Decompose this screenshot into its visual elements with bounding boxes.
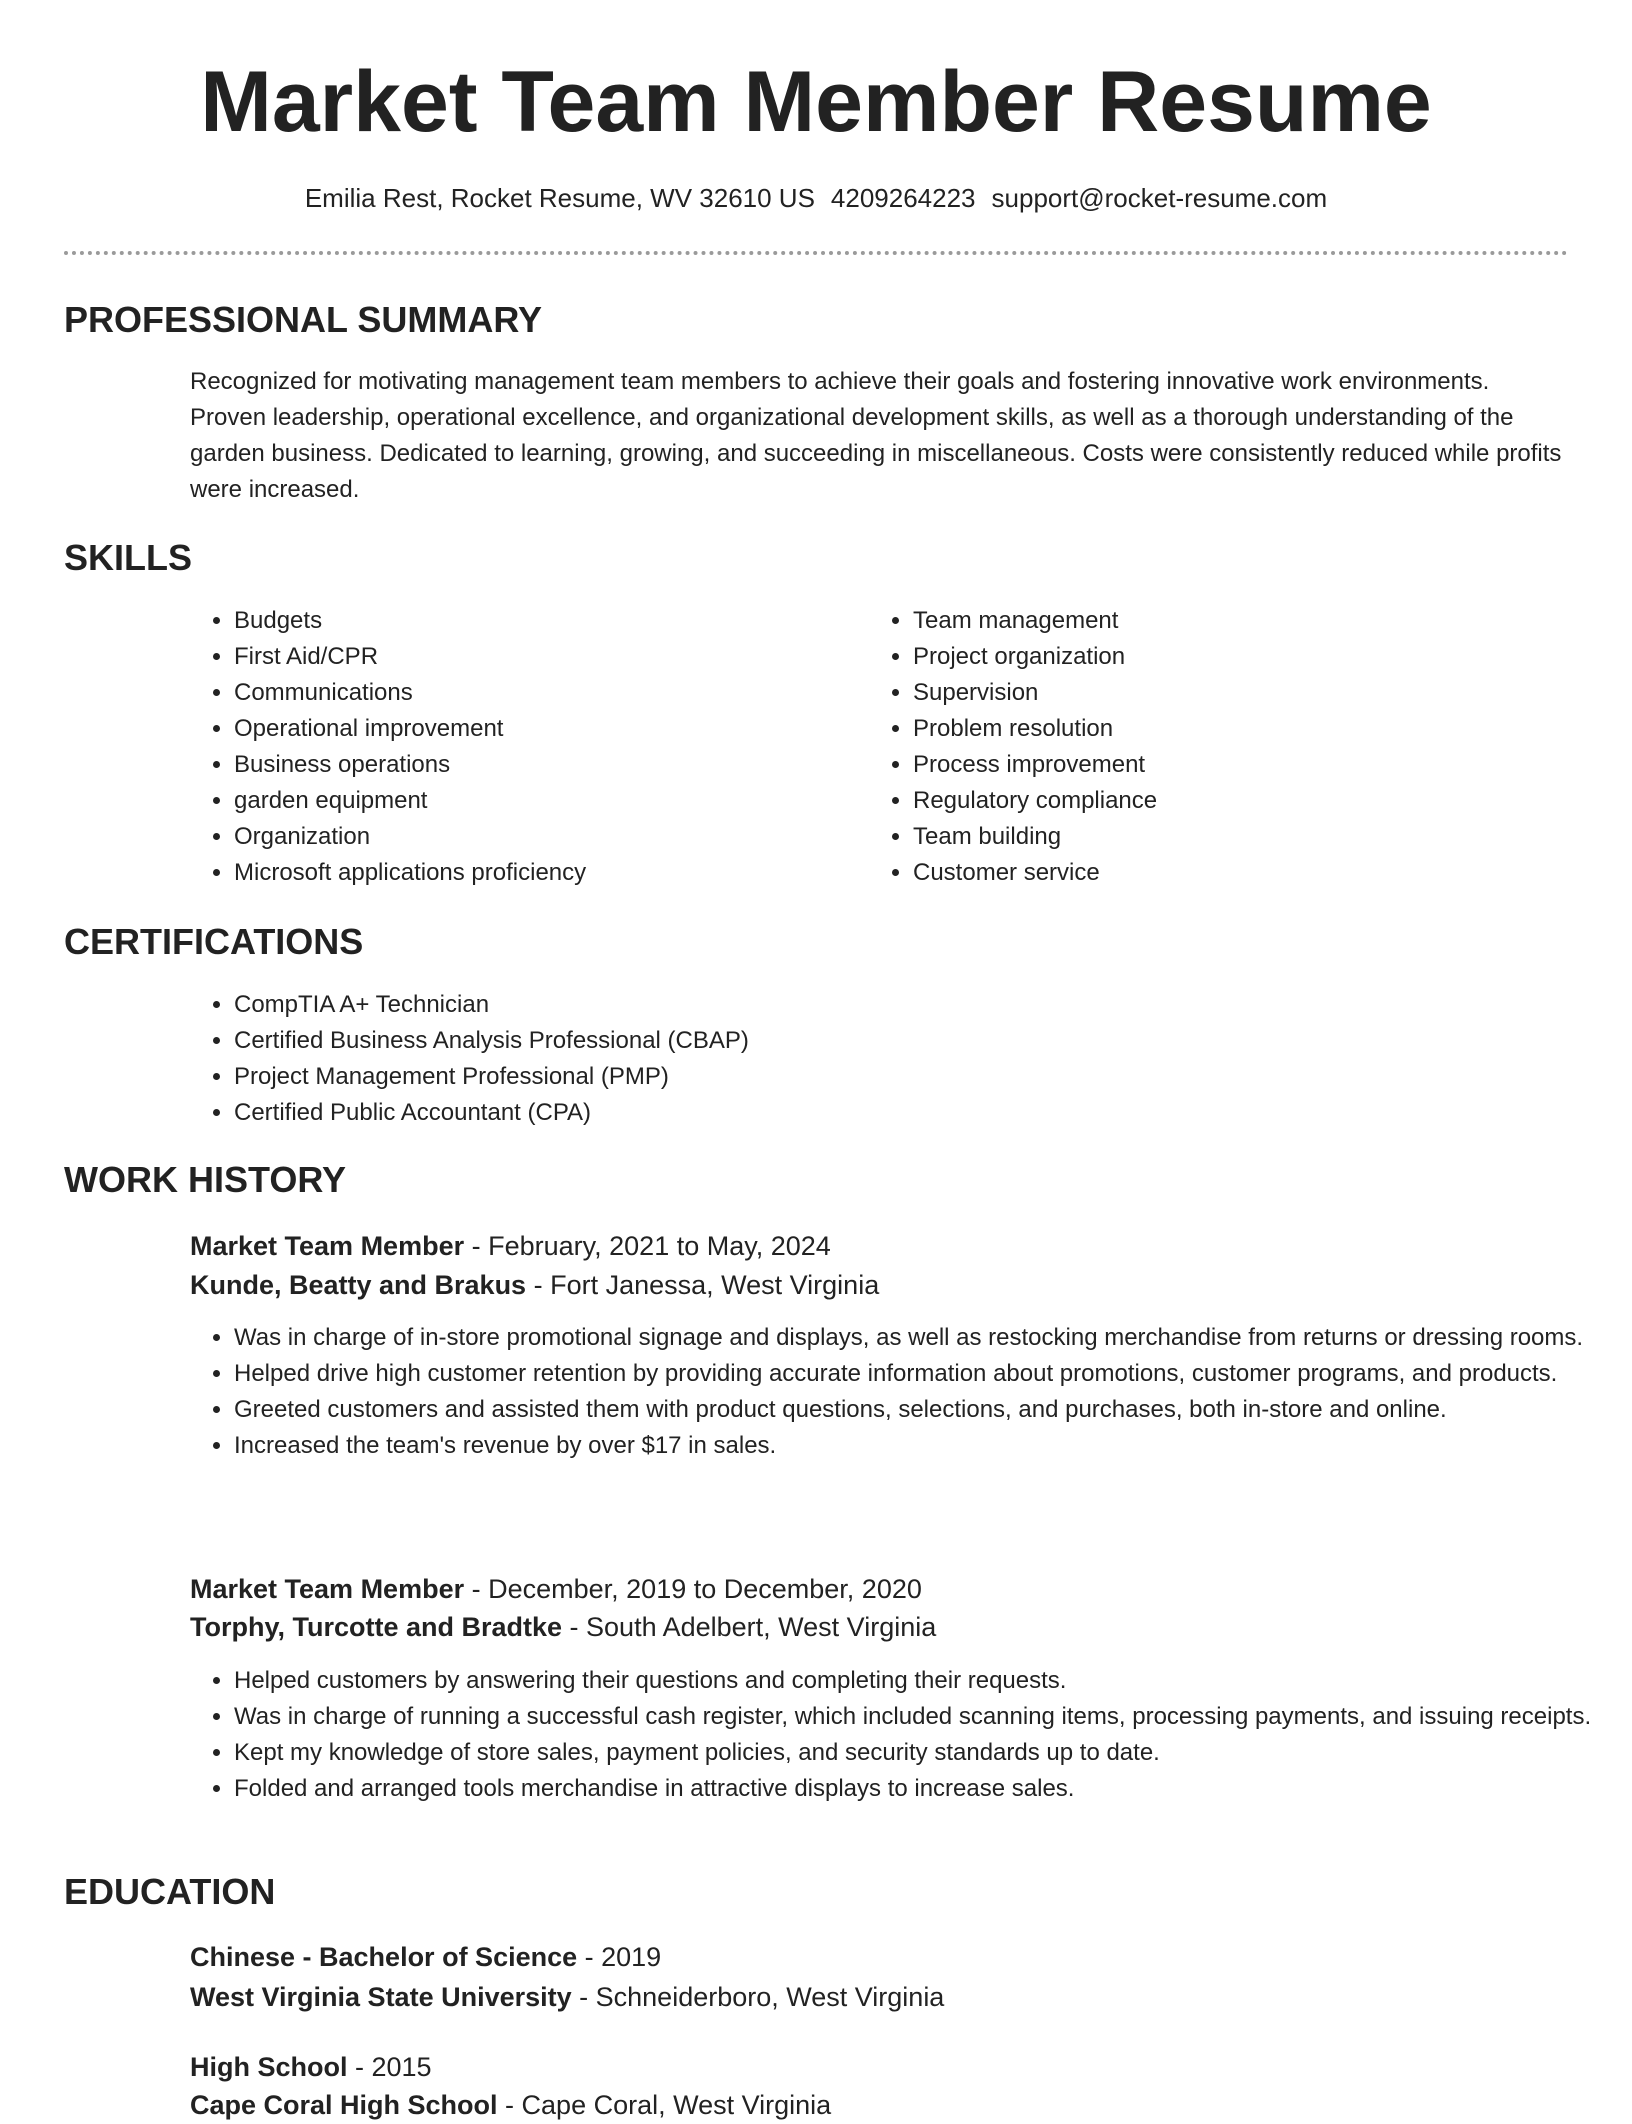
contact-line <box>0 180 1632 216</box>
education-school: Cape Coral High School <box>190 2090 498 2120</box>
job-dates: - February, 2021 to May, 2024 <box>464 1231 831 1261</box>
resume-title: Market Team Member Resume <box>200 54 1432 150</box>
work-heading: WORK HISTORY <box>64 1159 347 1200</box>
education-heading: EDUCATION <box>64 1871 276 1912</box>
skill-item: • Business operations <box>234 747 874 783</box>
job-title: Market Team Member <box>190 1231 465 1261</box>
education-school-line <box>190 2086 831 2124</box>
summary-text: Recognized for motivating management team members to achieve their goals and fostering innovative work environments. Proven leadership, operational excellence, and organizational development skills, as well as a thorough understanding of the garden business. Dedicated to learning, growing, and succeeding in miscellaneous. Costs were consistently reduced while profits were increased. <box>190 368 1562 503</box>
certification-item: • CompTIA A+ Technician <box>234 987 1534 1023</box>
job-company-line <box>190 1266 879 1304</box>
skill-item: • Team management <box>913 603 1553 639</box>
education-year: - 2019 <box>577 1942 662 1972</box>
certification-item: • Project Management Professional (PMP) <box>234 1059 1534 1095</box>
skill-item: • First Aid/CPR <box>234 639 874 675</box>
job-bullet: • Greeted customers and assisted them with product questions, selections, and purchases, both in-store and online. <box>234 1392 1610 1428</box>
skill-item: • Process improvement <box>913 747 1553 783</box>
skill-item: • Project organization <box>913 639 1553 675</box>
summary-heading: PROFESSIONAL SUMMARY <box>64 299 543 340</box>
job-company: Torphy, Turcotte and Bradtke <box>190 1612 563 1642</box>
contact-email: support@rocket-resume.com <box>991 183 1328 213</box>
job-bullets <box>190 1320 1610 1464</box>
contact-address: Emilia Rest, Rocket Resume, WV 32610 US <box>304 183 815 213</box>
skill-item: • garden equipment <box>234 783 874 819</box>
job-bullet: • Was in charge of running a successful cash register, which included scanning items, processing payments, and issuing receipts. <box>234 1699 1610 1735</box>
header-divider <box>64 251 1568 255</box>
job-bullets <box>190 1663 1610 1807</box>
education-year: - 2015 <box>347 2052 432 2082</box>
education-school-line <box>190 1978 944 2016</box>
skill-item: • Operational improvement <box>234 711 874 747</box>
job-company-line <box>190 1608 936 1646</box>
education-location: - Cape Coral, West Virginia <box>497 2090 832 2120</box>
education-degree-line <box>190 1938 661 1976</box>
education-school: West Virginia State University <box>190 1982 572 2012</box>
education-degree: Chinese - Bachelor of Science <box>190 1942 578 1972</box>
job-dates: - December, 2019 to December, 2020 <box>464 1574 922 1604</box>
job-location: - Fort Janessa, West Virginia <box>526 1270 880 1300</box>
skill-item: • Customer service <box>913 855 1553 891</box>
certifications-heading: CERTIFICATIONS <box>64 921 364 962</box>
contact-phone: 4209264223 <box>830 183 976 213</box>
job-bullet: • Increased the team's revenue by over $17 in sales. <box>234 1428 1610 1464</box>
skills-list-right <box>869 603 1553 891</box>
job-bullet: • Folded and arranged tools merchandise in attractive displays to increase sales. <box>234 1771 1610 1807</box>
job-bullet: • Helped customers by answering their questions and completing their requests. <box>234 1663 1610 1699</box>
education-location: - Schneiderboro, West Virginia <box>571 1982 945 2012</box>
skill-item: • Problem resolution <box>913 711 1553 747</box>
job-location: - South Adelbert, West Virginia <box>562 1612 937 1642</box>
job-title-line <box>190 1570 922 1608</box>
job-title-line <box>190 1227 831 1265</box>
skill-item: • Regulatory compliance <box>913 783 1553 819</box>
certifications-list <box>190 987 1534 1131</box>
skill-item: • Microsoft applications proficiency <box>234 855 874 891</box>
skill-item: • Organization <box>234 819 874 855</box>
education-degree: High School <box>190 2052 348 2082</box>
certification-item: • Certified Public Accountant (CPA) <box>234 1095 1534 1131</box>
skill-item: • Communications <box>234 675 874 711</box>
skills-list-left <box>190 603 874 891</box>
skill-item: • Budgets <box>234 603 874 639</box>
skill-item: • Supervision <box>913 675 1553 711</box>
education-degree-line <box>190 2048 432 2086</box>
job-bullet: • Kept my knowledge of store sales, payment policies, and security standards up to date. <box>234 1735 1610 1771</box>
skills-heading: SKILLS <box>64 537 193 578</box>
skill-item: • Team building <box>913 819 1553 855</box>
job-company: Kunde, Beatty and Brakus <box>190 1270 527 1300</box>
job-bullet: • Helped drive high customer retention by providing accurate information about promotions, customer programs, and products. <box>234 1356 1610 1392</box>
certification-item: • Certified Business Analysis Professional (CBAP) <box>234 1023 1534 1059</box>
job-title: Market Team Member <box>190 1574 465 1604</box>
job-bullet: • Was in charge of in-store promotional signage and displays, as well as restocking merchandise from returns or dressing rooms. <box>234 1320 1610 1356</box>
